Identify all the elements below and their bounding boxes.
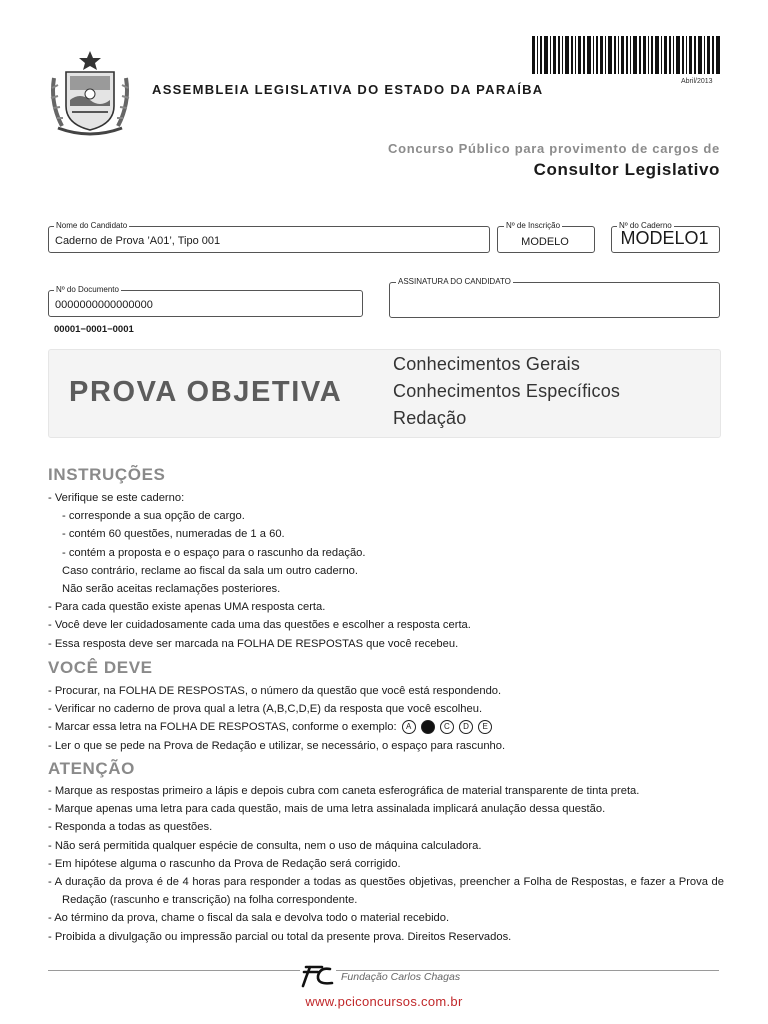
- assinatura-label: ASSINATURA DO CANDIDATO: [398, 277, 511, 286]
- fcc-logo-icon: [300, 963, 336, 989]
- institution-title: ASSEMBLEIA LEGISLATIVA DO ESTADO DA PARAÍBA: [152, 82, 544, 97]
- answer-bubble-e: E: [478, 720, 492, 734]
- atencao-heading: ATENÇÃO: [48, 759, 135, 778]
- instruction-item: Não serão aceitas reclamações posteriores.: [62, 583, 281, 596]
- paraiba-coat-of-arms: [48, 48, 132, 136]
- candidate-name-value: Caderno de Prova ’A01’, Tipo 001: [55, 235, 221, 247]
- instruction-item: - corresponde a sua opção de cargo.: [62, 510, 245, 523]
- assinatura-field: [389, 282, 720, 318]
- instruction-item: - Para cada questão existe apenas UMA resposta certa.: [48, 601, 326, 614]
- instruction-item: Caso contrário, reclame ao fiscal da sala um outro caderno.: [62, 564, 358, 577]
- voce-deve-item: - Procurar, na FOLHA DE RESPOSTAS, o número da questão que você está respondendo.: [48, 685, 502, 697]
- instruction-item: - Verifique se este caderno:: [48, 492, 185, 504]
- foundation-name: Fundação Carlos Chagas: [341, 971, 466, 983]
- subject-list: [393, 351, 620, 432]
- atencao-item: - Ao término da prova, chame o fiscal da sala e devolva todo o material recebido.: [48, 912, 450, 925]
- atencao-item: - Em hipótese alguma o rascunho da Prova de Redação será corrigido.: [48, 857, 401, 870]
- voce-deve-item-text: - Marcar essa letra na FOLHA DE RESPOSTAS, conforme o exemplo:: [48, 721, 397, 734]
- barcode: [532, 36, 720, 74]
- caderno-value: MODELO1: [620, 228, 709, 248]
- atencao-item: - Proibida a divulgação ou impressão parcial ou total da presente prova. Direitos Reservados.: [48, 930, 512, 943]
- atencao-item: - Marque as respostas primeiro a lápis e depois cubra com caneta esferográfica de material transparente de tinta preta.: [48, 785, 640, 797]
- voce-deve-list: [48, 682, 724, 755]
- cargo-title: Consultor Legislativo: [533, 160, 720, 179]
- subject-item: Redação: [393, 408, 467, 428]
- instruction-item: - contém 60 questões, numeradas de 1 a 60.: [62, 528, 285, 541]
- candidate-code: 00001−0001−0001: [54, 324, 134, 335]
- concurso-subtitle: Concurso Público para provimento de cargos de: [387, 141, 720, 156]
- instrucoes-heading: INSTRUÇÕES: [48, 465, 166, 484]
- atencao-item: - Não será permitida qualquer espécie de consulta, nem o uso de máquina calculadora.: [48, 839, 482, 852]
- prova-title: PROVA OBJETIVA: [69, 376, 343, 408]
- voce-deve-item: - Verificar no caderno de prova qual a letra (A,B,C,D,E) da resposta que você escolheu.: [48, 703, 483, 716]
- instruction-item: - contém a proposta e o espaço para o rascunho da redação.: [62, 546, 366, 559]
- site-url-link[interactable]: www.pciconcursos.com.br: [305, 994, 463, 1009]
- atencao-list: [48, 782, 724, 946]
- atencao-item: - A duração da prova é de 4 horas para responder a todas as questões objetivas, preencher a Folha de Respostas, e fazer a Prova de Redação (rascunho e transcrição) na folha correspondente.: [48, 876, 724, 907]
- voce-deve-item: [48, 718, 724, 736]
- answer-bubble-d: D: [459, 720, 473, 734]
- answer-bubble-a: A: [402, 720, 416, 734]
- subject-item: Conhecimentos Específicos: [393, 381, 621, 401]
- atencao-item: - Responda a todas as questões.: [48, 821, 213, 834]
- documento-value: 0000000000000000: [55, 299, 153, 311]
- voce-deve-item: - Ler o que se pede na Prova de Redação e utilizar, se necessário, o espaço para rascunho.: [48, 739, 506, 752]
- instruction-item: - Você deve ler cuidadosamente cada uma das questões e escolher a resposta certa.: [48, 619, 471, 632]
- subject-item: Conhecimentos Gerais: [393, 354, 581, 374]
- instrucoes-list: [48, 489, 724, 653]
- answer-bubble-c: C: [440, 720, 454, 734]
- answer-bubble-filled: [421, 720, 435, 734]
- documento-label: Nº do Documento: [56, 285, 119, 294]
- inscricao-label: Nº de Inscrição: [506, 221, 561, 230]
- instruction-item: - Essa resposta deve ser marcada na FOLHA DE RESPOSTAS que você recebeu.: [48, 637, 459, 650]
- voce-deve-heading: VOCÊ DEVE: [48, 658, 153, 677]
- caderno-label: Nº do Caderno: [619, 221, 672, 230]
- inscricao-value: MODELO: [521, 236, 569, 248]
- atencao-item: - Marque apenas uma letra para cada questão, mais de uma letra assinalada implicará anulação dessa questão.: [48, 803, 606, 816]
- barcode-date: Abril/2013: [681, 78, 713, 85]
- candidate-name-label: Nome do Candidato: [56, 221, 128, 230]
